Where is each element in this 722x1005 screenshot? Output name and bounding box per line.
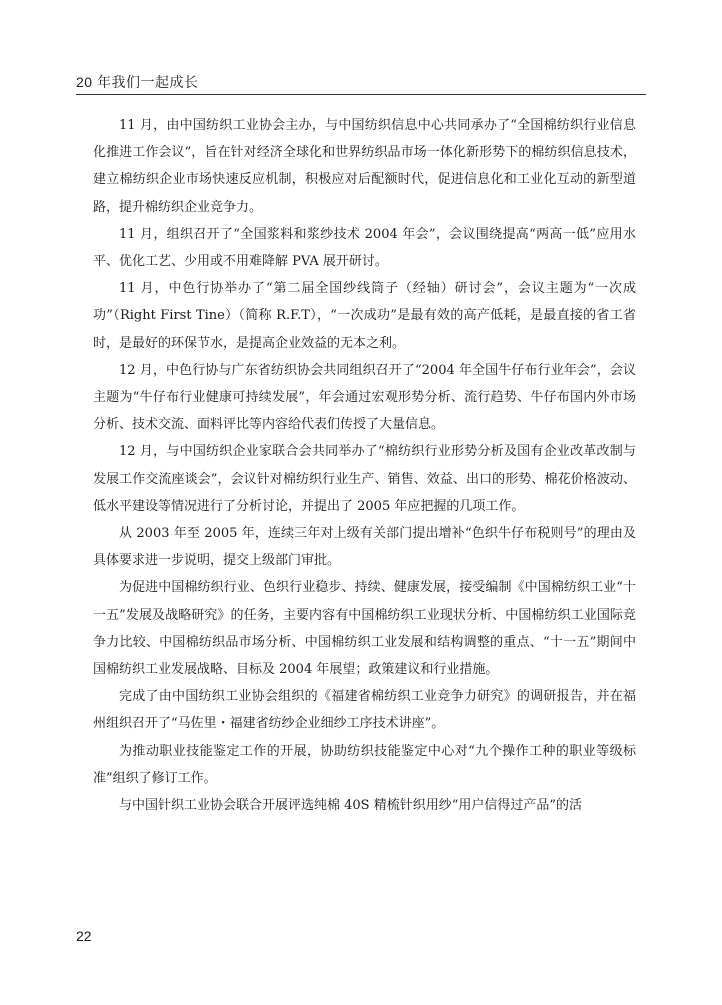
page-number: 22 — [76, 928, 92, 944]
paragraph: 为促进中国棉纺织行业、色织行业稳步、持续、健康发展，接受编制《中国棉纺织工业“十一五”发展及战略研究》的任务，主要内容有中国棉纺织工业现状分析、中国棉纺织工业国际竞争力比较、中国棉纺织品市场分析、中国棉纺织工业发展和结构调整的重点、“十一五”期间中国棉纺织工业发展战略、目标及 2004 年展望；政策建议和行业措施。 — [93, 580, 636, 678]
body-text — [93, 112, 636, 819]
paragraph: 12 月，与中国纺织企业家联合会共同举办了“棉纺织行业形势分析及国有企业改革改制与发展工作交流座谈会”，会议针对棉纺织行业生产、销售、效益、出口的形势、棉花价格波动、低水平建设等情况进行了分析讨论，并提出了 2005 年应把握的几项工作。 — [93, 444, 636, 514]
paragraph: 11 月，组织召开了“全国浆料和浆纱技术 2004 年会”，会议围绕提高“两高一低”应用水平、优化工艺、少用或不用难降解 PVA 展开研讨。 — [93, 226, 636, 270]
paragraph: 从 2003 年至 2005 年，连续三年对上级有关部门提出增补“色织牛仔布税则号”的理由及具体要求进一步说明，提交上级部门审批。 — [93, 526, 636, 569]
running-header: 20 年我们一起成长 — [76, 74, 199, 90]
paragraph: 与中国针织工业协会联合开展评选纯棉 40S 精梳针织用纱“用户信得过产品”的活 — [119, 798, 583, 814]
paragraph: 完成了由中国纺织工业协会组织的《福建省棉纺织工业竞争力研究》的调研报告，并在福州组织召开了“马佐里・福建省纺纱企业细纱工序技术讲座”。 — [93, 689, 636, 732]
paragraph: 为推动职业技能鉴定工作的开展，协助纺织技能鉴定中心对“九个操作工种的职业等级标准”组织了修订工作。 — [93, 743, 636, 786]
paragraph: 12 月，中色行协与广东省纺织协会共同组织召开了“2004 年全国牛仔布行业年会”，会议主题为“牛仔布行业健康可持续发展”，年会通过宏观形势分析、流行趋势、牛仔布国内外市场分析、技术交流、面料评比等内容给代表们传授了大量信息。 — [93, 362, 636, 433]
header-divider — [76, 94, 646, 95]
paragraph: 11 月，由中国纺织工业协会主办，与中国纺织信息中心共同承办了“全国棉纺织行业信息化推进工作会议”，旨在针对经济全球化和世界纺织品市场一体化新形势下的棉纺织信息技术，建立棉纺织企业市场快速反应机制，积极应对后配额时代，促进信息化和工业化互动的新型道路，提升棉纺织企业竞争力。 — [93, 118, 636, 215]
paragraph: 11 月，中色行协举办了“第二届全国纱线筒子（经轴）研讨会”，会议主题为“一次成功”（Right First Tine）（简称 R.F.T），“一次成功”是最有效的高产低耗，是最直接的省工省时，是最好的环保节水，是提高企业效益的无本之利。 — [93, 281, 636, 351]
